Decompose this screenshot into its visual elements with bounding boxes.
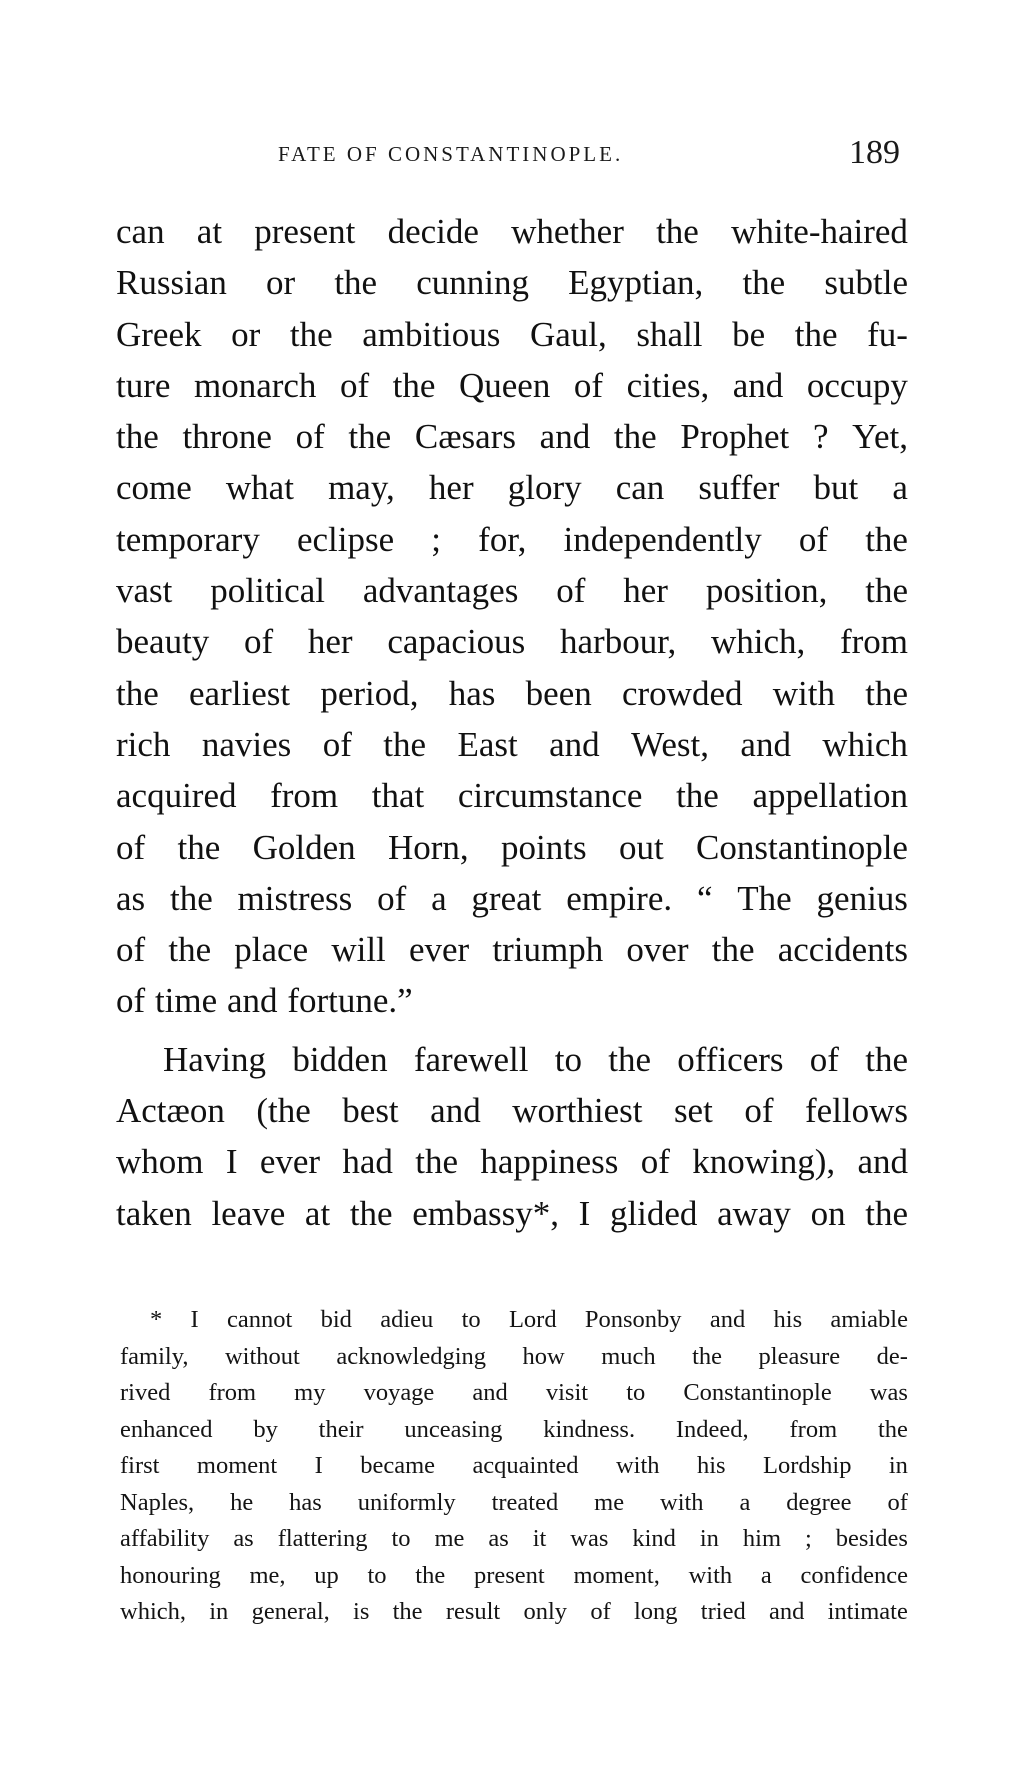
paragraph-gap: [116, 1027, 908, 1034]
text-line: come what may, her glory can suffer but a: [116, 468, 908, 508]
text-line: Actæon (the best and worthiest set of fellows: [116, 1091, 908, 1131]
text-line: Greek or the ambitious Gaul, shall be the fu-: [116, 314, 908, 354]
text-line: temporary eclipse ; for, independently of the: [116, 519, 908, 559]
text-line: taken leave at the embassy*, I glided away on the: [116, 1193, 908, 1233]
footnote-line: honouring me, up to the present moment, with a confidence: [120, 1561, 908, 1589]
text-line: rich navies of the East and West, and which: [116, 724, 908, 764]
text-line: as the mistress of a great empire. “ The genius: [116, 878, 908, 918]
text-line: acquired from that circumstance the appellation: [116, 776, 908, 816]
text-line: vast political advantages of her position, the: [116, 571, 908, 611]
text-line: whom I ever had the happiness of knowing), and: [116, 1142, 908, 1182]
footnote-line: family, without acknowledging how much the pleasure de-: [120, 1342, 908, 1370]
text-line: of the Golden Horn, points out Constantinople: [116, 827, 908, 867]
text-line: Russian or the cunning Egyptian, the subtle: [116, 263, 908, 303]
running-title: FATE OF CONSTANTINOPLE.: [278, 142, 624, 166]
text-line: Having bidden farewell to the officers of the: [163, 1039, 908, 1079]
text-line: the throne of the Cæsars and the Prophet ? Yet,: [116, 417, 908, 457]
footnote-line: affability as flattering to me as it was kind in him ; besides: [120, 1525, 908, 1552]
footnote-line: Naples, he has uniformly treated me with a degree of: [120, 1488, 908, 1516]
text-line: of time and fortune.”: [116, 981, 413, 1021]
footnote-line: enhanced by their unceasing kindness. Indeed, from the: [120, 1415, 908, 1443]
page-number: 189: [849, 134, 900, 171]
footnote: [120, 1302, 908, 1631]
text-line: can at present decide whether the white-haired: [116, 212, 908, 251]
page-header: [260, 134, 900, 174]
footnote-line: rived from my voyage and visit to Constantinople was: [120, 1379, 908, 1406]
footnote-line: which, in general, is the result only of long tried and intimate: [120, 1598, 908, 1625]
footnote-line: * I cannot bid adieu to Lord Ponsonby and his amiable: [150, 1306, 908, 1333]
text-line: the earliest period, has been crowded with the: [116, 673, 908, 713]
text-line: beauty of her capacious harbour, which, from: [116, 622, 908, 662]
footnote-line: first moment I became acquainted with his Lordship in: [120, 1452, 908, 1479]
text-line: of the place will ever triumph over the accidents: [116, 930, 908, 970]
main-text: [116, 206, 908, 1239]
text-line: ture monarch of the Queen of cities, and occupy: [116, 365, 908, 405]
